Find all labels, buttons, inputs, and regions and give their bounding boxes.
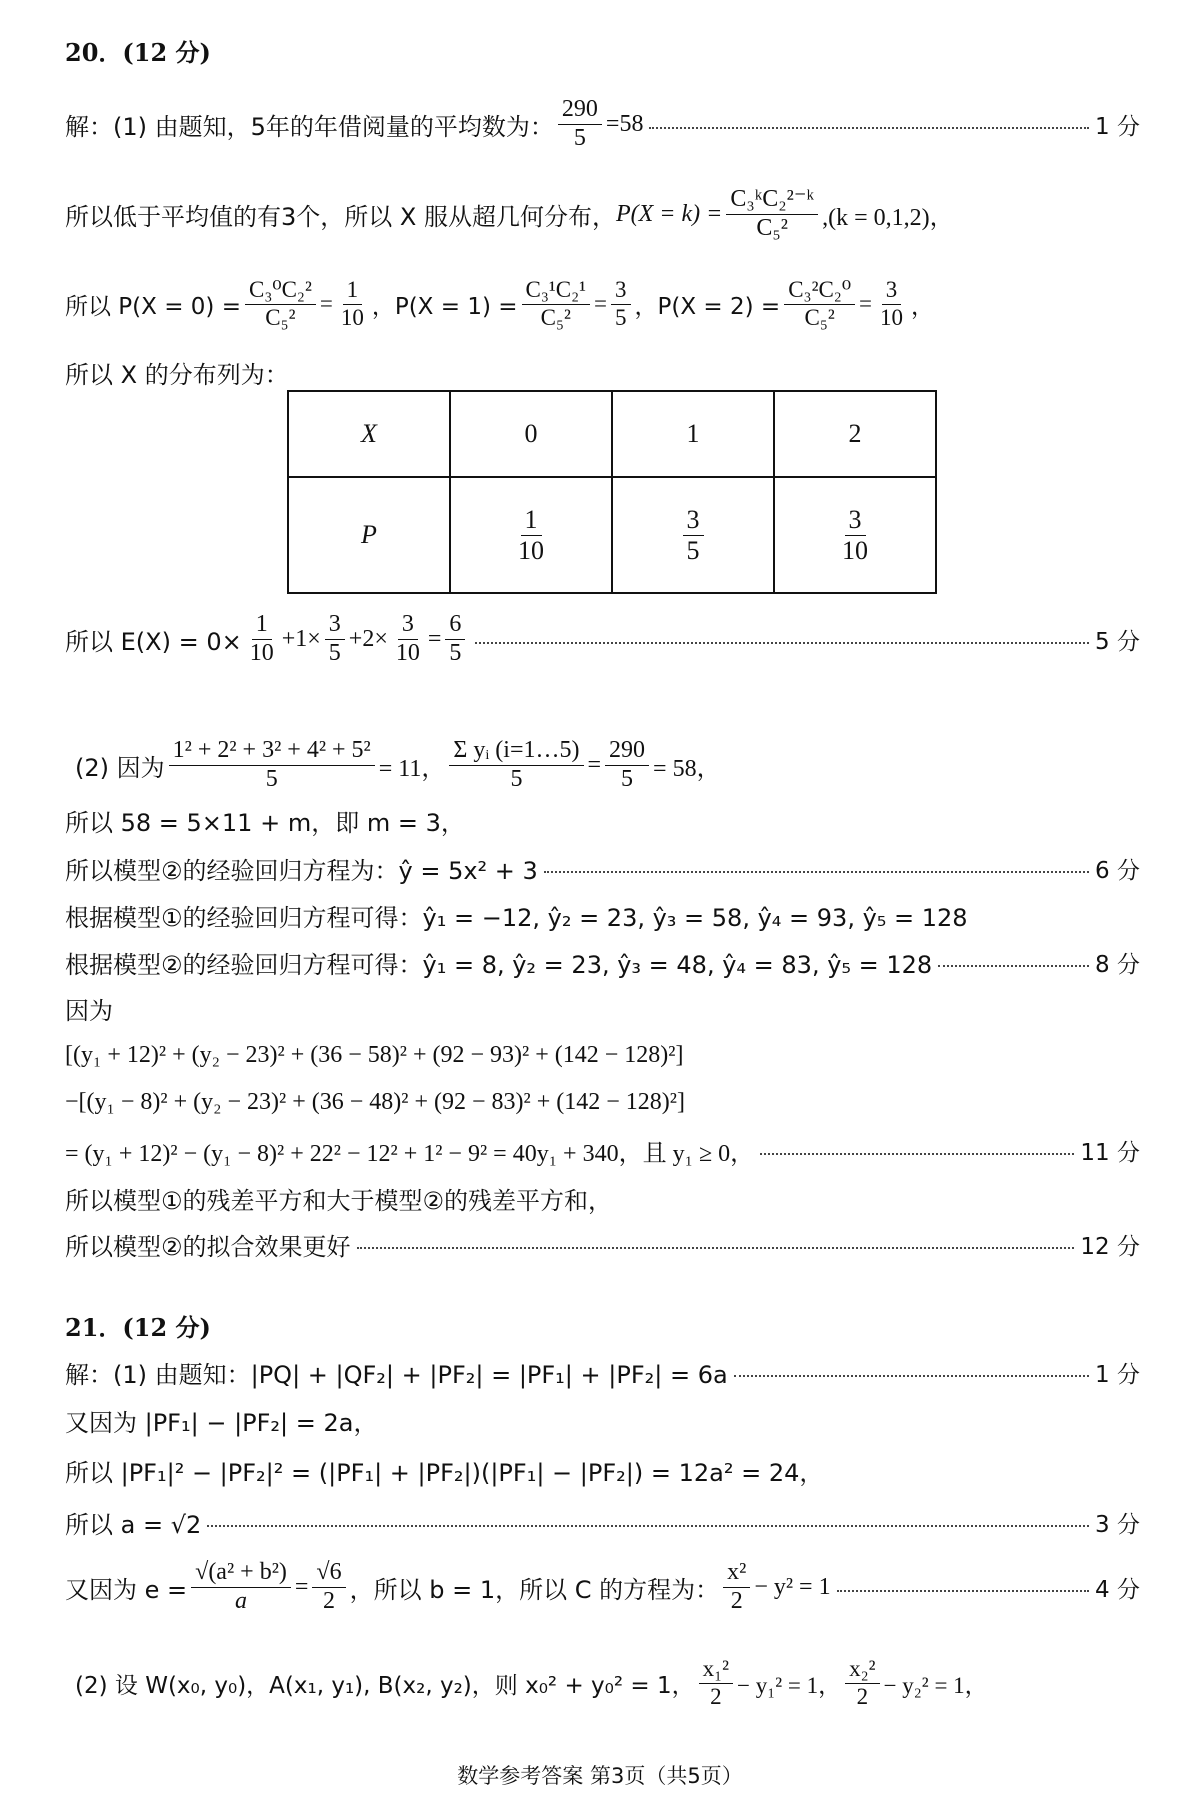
score-mark: 3 分: [1095, 1511, 1140, 1538]
score-mark: 6 分: [1095, 857, 1140, 884]
leader-dots: [760, 1153, 1074, 1155]
q20-distribution-caption: 所以 X 的分布列为：: [65, 360, 289, 389]
table-row: [288, 477, 936, 593]
q21-line4: 所以 a = √2 3 分: [65, 1502, 1140, 1542]
q21-header: 21．(12 分): [65, 1312, 211, 1342]
fraction: $\frac{\text{x²}}{2}$: [723, 1559, 750, 1615]
q20-header: 20．(12 分): [65, 37, 211, 67]
fraction: $\frac{\text{x₁²}}{2}$: [699, 1656, 733, 1710]
q20-sum2-line: −[(y₁ − 8)² + (y₂ − 23)² + (36 − 48)² + (92 − 83)² + (142 − 128)²]: [65, 1088, 685, 1115]
q20-model2-line: 所以模型②的经验回归方程为：ŷ = 5x² + 3 6 分: [65, 848, 1140, 888]
q20-conclusion2-line: 所以模型②的拟合效果更好 12 分: [65, 1224, 1140, 1264]
fraction: $\frac{\text{x₂²}}{2}$: [845, 1656, 879, 1710]
leader-dots: [475, 642, 1089, 644]
table-row: [288, 391, 936, 477]
q20-mean-line: 解：(1) 由题知，5年的年借阅量的平均数为： $\frac{290}{5}$ =58 1 分: [65, 95, 1140, 151]
table-cell: X: [288, 391, 450, 477]
q20-probabilities-line: 所以 P(X = 0) = $\frac{\text{C₃⁰C₂²}}{\text{C₅²}}$ = $\frac{1}{10}$ ，P(X = 1) = $\frac{\text{C₃¹C₂¹}}{\text{C₅²}}$ = $\frac{3}{5}$ ，P(X = 2) = $\frac{\text{C₃²C₂⁰}}{\text{C₅²}}$ = $\frac{3}{10}$ ，: [65, 277, 935, 330]
fraction: $\frac{\text{C₃¹C₂¹}}{\text{C₅²}}$: [522, 277, 591, 331]
q20-pred2-line: 根据模型②的经验回归方程可得：ŷ₁ = 8, ŷ₂ = 23, ŷ₃ = 48, ŷ₄ = 83, ŷ₅ = 128 8 分: [65, 942, 1140, 982]
q20-sum3-line: = (y₁ + 12)² − (y₁ − 8)² + 22² − 12² + 1² − 9² = 40y₁ + 340，且 y₁ ≥ 0， 11 分: [65, 1130, 1140, 1170]
score-mark: 5 分: [1095, 628, 1140, 655]
fraction: $\frac{3}{10}$: [395, 610, 420, 666]
fraction: $\frac{3}{5}$: [611, 277, 631, 331]
leader-dots: [837, 1590, 1089, 1592]
q21-line1: 解：(1) 由题知：|PQ| + |QF₂| + |PF₂| = |PF₁| + |PF₂| = 6a 1 分: [65, 1352, 1140, 1392]
table-cell: 2: [774, 391, 936, 477]
q20-sum1-line: [(y₁ + 12)² + (y₂ − 23)² + (36 − 58)² + (92 − 93)² + (142 − 128)²]: [65, 1041, 684, 1068]
q20-expectation-line: 所以 E(X) = 0× $\frac{1}{10}$ +1× $\frac{3}{5}$ +2× $\frac{3}{10}$ = $\frac{6}{5}$ 5 分: [65, 610, 1140, 666]
q20-pred1-line: 根据模型①的经验回归方程可得：ŷ₁ = −12, ŷ₂ = 23, ŷ₃ = 58, ŷ₄ = 93, ŷ₅ = 128: [65, 903, 968, 932]
q21-line3: 所以 |PF₁|² − |PF₂|² = (|PF₁| + |PF₂|)(|PF₁| − |PF₂|) = 12a² = 24，: [65, 1458, 824, 1487]
table-cell: 1: [612, 391, 774, 477]
leader-dots: [734, 1375, 1089, 1377]
leader-dots: [938, 965, 1089, 967]
table-cell: $\frac{3}{10}$: [774, 477, 936, 593]
leader-dots: [544, 871, 1089, 873]
fraction: $\frac{\text{1² + 2² + 3² + 4² + 5²}}{5}$: [169, 737, 375, 793]
fraction: $\frac{6}{5}$: [445, 611, 465, 667]
fraction: $\frac{1}{10}$: [249, 610, 274, 666]
score-mark: 8 分: [1095, 951, 1140, 978]
score-mark: 1 分: [1095, 1361, 1140, 1388]
leader-dots: [649, 127, 1089, 129]
fraction: $\frac{\text{√(a² + b²)}}{a}$: [191, 1559, 291, 1615]
table-cell: $\frac{3}{5}$: [612, 477, 774, 593]
page-footer: 数学参考答案 第3页（共5页）: [457, 1764, 743, 1788]
fraction: $\frac{290}{5}$: [558, 96, 602, 152]
leader-dots: [207, 1525, 1089, 1527]
fraction: $\frac{\text{C₃ᵏC₂²⁻ᵏ}}{\text{C₅²}}$: [726, 186, 818, 242]
q21-line6: (2) 设 W(x₀, y₀)，A(x₁, y₁), B(x₂, y₂)，则 x₀² + y₀² = 1， $\frac{\text{x₁²}}{2}$ − y₁² = 1， $\frac{\text{x₂²}}{2}$ − y₂² = 1，: [75, 1656, 988, 1709]
fraction: $\frac{1}{10}$: [340, 277, 364, 330]
q20-conclusion1-line: 所以模型①的残差平方和大于模型②的残差平方和，: [65, 1186, 613, 1215]
score-mark: 4 分: [1095, 1576, 1140, 1603]
score-mark: 12 分: [1080, 1233, 1140, 1260]
score-mark: 11 分: [1080, 1139, 1140, 1166]
q20-because-line: 因为: [65, 996, 113, 1025]
q21-line5: 又因为 e = $\frac{\text{√(a² + b²)}}{a}$ = $\frac{√6}{2}$ ，所以 b = 1，所以 C 的方程为： $\frac{\text{x²}}{2}$ − y² = 1 4 分: [65, 1558, 1140, 1614]
q20-part2-line: (2) 因为 $\frac{\text{1² + 2² + 3² + 4² + 5²}}{5}$ = 11， $\frac{\text{Σ yᵢ (i=1…5)}}{5}$ = $\frac{290}{5}$ = 58，: [75, 736, 721, 792]
table-cell: $\frac{1}{10}$: [450, 477, 612, 593]
fraction: $\frac{\text{C₃²C₂⁰}}{\text{C₅²}}$: [784, 277, 855, 331]
fraction: $\frac{3}{10}$: [880, 277, 904, 330]
distribution-table: [287, 390, 937, 594]
fraction: $\frac{3}{5}$: [325, 611, 345, 667]
fraction: $\frac{√6}{2}$: [312, 1559, 345, 1615]
fraction: $\frac{\text{C₃⁰C₂²}}{\text{C₅²}}$: [245, 277, 316, 331]
q20-m-line: 所以 58 = 5×11 + m，即 m = 3，: [65, 808, 465, 837]
leader-dots: [357, 1247, 1075, 1249]
fraction: $\frac{290}{5}$: [605, 737, 649, 793]
q21-line2: 又因为 |PF₁| − |PF₂| = 2a，: [65, 1408, 378, 1437]
q20-hypergeometric-line: 所以低于平均值的有3个，所以 X 服从超几何分布， P(X = k) = $\frac{\text{C₃ᵏC₂²⁻ᵏ}}{\text{C₅²}}$ ,(k = 0,1,2)，: [65, 185, 954, 241]
score-mark: 1 分: [1095, 113, 1140, 140]
table-cell: P: [288, 477, 450, 593]
table-cell: 0: [450, 391, 612, 477]
fraction: $\frac{\text{Σ yᵢ (i=1…5)}}{5}$: [449, 737, 583, 793]
